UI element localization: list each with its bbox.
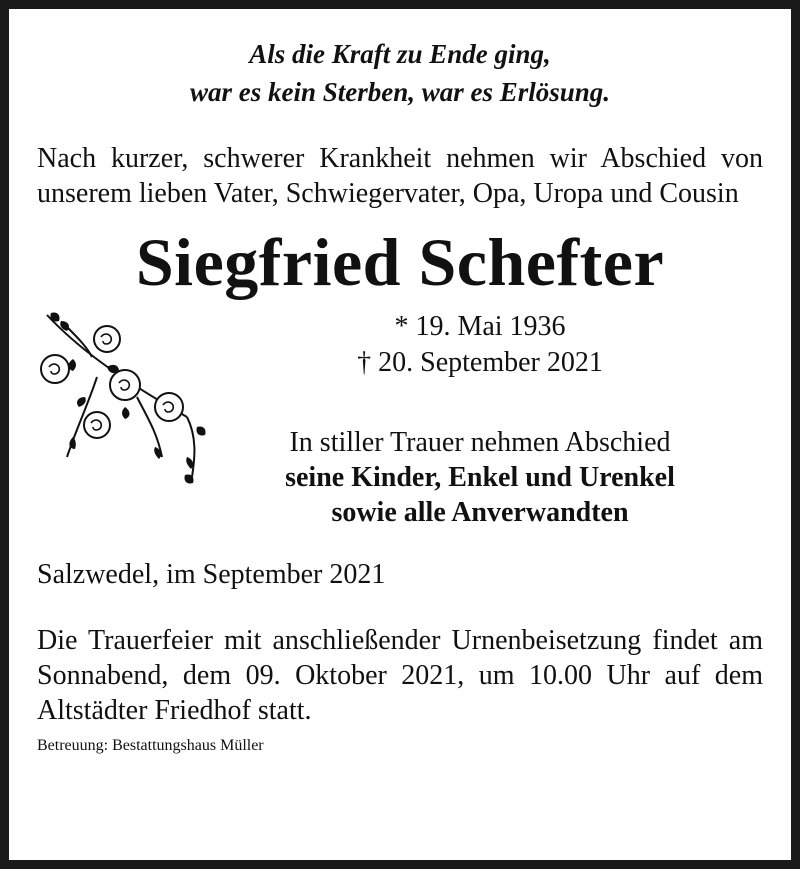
place-and-date: Salzwedel, im September 2021 — [37, 559, 386, 590]
deceased-name: Siegfried Schefter — [135, 224, 665, 300]
mourners-line-3: sowie alle Anverwandten — [331, 497, 629, 528]
mourners-line-1: In stiller Trauer nehmen Abschied — [289, 427, 671, 458]
mourners-block — [217, 425, 743, 530]
funeral-details: Die Trauerfeier mit anschließender Urnenbeisetzung findet am Sonnabend, dem 09. Oktober 2021, um 10.00 Uhr auf dem Altstädter Friedhof statt. — [37, 625, 763, 726]
funeral-home-credit: Betreuung: Bestattungshaus Müller — [37, 737, 264, 754]
mourners-line-2: seine Kinder, Enkel und Urenkel — [285, 462, 675, 493]
birth-date: * 19. Mai 1936 — [394, 311, 566, 342]
life-dates — [37, 309, 763, 381]
motto — [37, 35, 763, 111]
motto-line-1: Als die Kraft zu Ende ging, — [249, 39, 551, 69]
notice-content — [37, 35, 763, 756]
middle-section — [37, 307, 763, 557]
intro-text: Nach kurzer, schwerer Krankheit nehmen wir Abschied von unserem lieben Vater, Schwiegervater, Opa, Uropa und Cousin — [37, 143, 763, 209]
motto-line-2: war es kein Sterben, war es Erlösung. — [189, 77, 611, 107]
death-date: † 20. September 2021 — [357, 347, 603, 378]
